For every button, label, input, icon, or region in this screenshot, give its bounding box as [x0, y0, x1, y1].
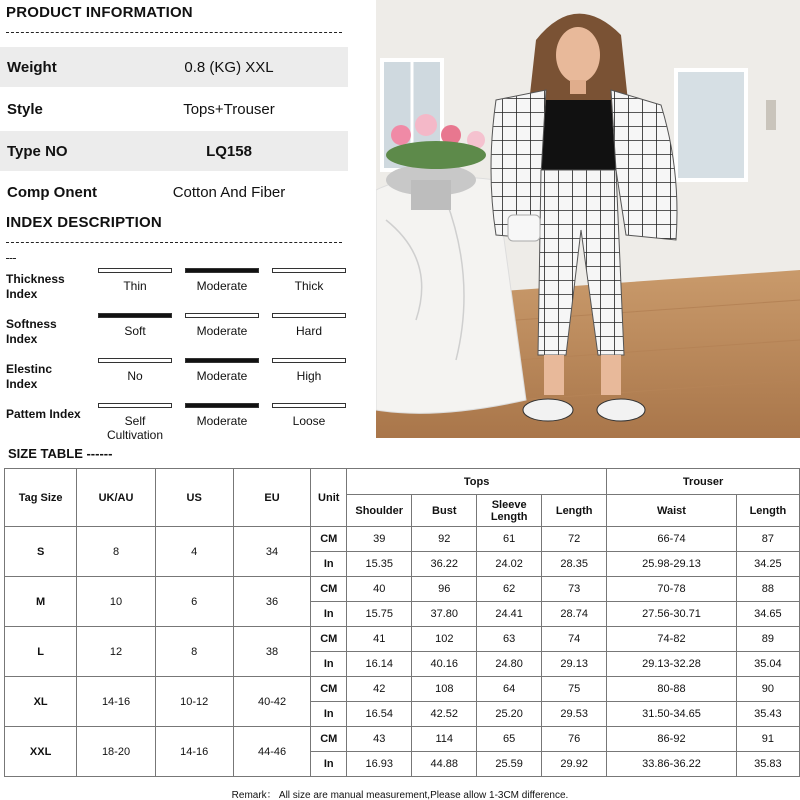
unit-cell: CM: [311, 627, 347, 652]
waist-cell: 86-92: [607, 727, 737, 752]
divider: [6, 258, 16, 259]
waist-cell: 80-88: [607, 677, 737, 702]
bust-cell: 37.80: [412, 602, 477, 627]
length-cell: 29.13: [542, 652, 607, 677]
index-bar: [98, 268, 172, 273]
product-info-panel: [0, 0, 348, 440]
length-cell: 28.74: [542, 602, 607, 627]
tlength-cell: 88: [736, 577, 799, 602]
index-option: [98, 403, 172, 442]
uk-au-cell: 14-16: [77, 677, 156, 727]
unit-cell: CM: [311, 677, 347, 702]
uk-au-cell: 12: [77, 627, 156, 677]
index-bar: [272, 268, 346, 273]
index-bar-selected: [185, 358, 259, 363]
shoulder-cell: 15.35: [347, 552, 412, 577]
bust-cell: 92: [412, 527, 477, 552]
index-bar-selected: [185, 268, 259, 273]
index-description-title: INDEX DESCRIPTION: [6, 214, 162, 231]
waist-cell: 33.86-36.22: [607, 752, 737, 777]
divider: [6, 242, 342, 243]
table-row: [5, 527, 800, 552]
info-value: Cotton And Fiber: [172, 183, 286, 201]
sleeve-cell: 64: [477, 677, 542, 702]
sleeve-cell: 24.41: [477, 602, 542, 627]
index-label: Pattem Index: [6, 407, 81, 421]
table-row: [5, 577, 800, 602]
bust-cell: 44.88: [412, 752, 477, 777]
index-option-label: No: [127, 369, 143, 383]
header-tops: Tops: [347, 469, 607, 495]
product-info-title: PRODUCT INFORMATION: [6, 4, 193, 21]
header-length: Length: [542, 495, 607, 527]
index-row: [0, 268, 348, 308]
length-cell: 75: [542, 677, 607, 702]
length-cell: 28.35: [542, 552, 607, 577]
size-table-body: [5, 527, 800, 777]
waist-cell: 25.98-29.13: [607, 552, 737, 577]
index-option-label: Thin: [123, 279, 147, 293]
us-cell: 10-12: [155, 677, 233, 727]
unit-cell: In: [311, 602, 347, 627]
tlength-cell: 34.25: [736, 552, 799, 577]
info-value: 0.8 (KG) XXL: [184, 58, 274, 76]
length-cell: 76: [542, 727, 607, 752]
unit-cell: CM: [311, 727, 347, 752]
index-option-label: Thick: [294, 279, 324, 293]
eu-cell: 38: [233, 627, 311, 677]
header-trouser: Trouser: [607, 469, 800, 495]
length-cell: 73: [542, 577, 607, 602]
sleeve-cell: 24.02: [477, 552, 542, 577]
length-cell: 72: [542, 527, 607, 552]
shoulder-cell: 16.93: [347, 752, 412, 777]
eu-cell: 34: [233, 527, 311, 577]
index-option: [185, 403, 259, 428]
index-row: [0, 358, 348, 398]
length-cell: 29.92: [542, 752, 607, 777]
index-bar-selected: [185, 403, 259, 408]
tlength-cell: 89: [736, 627, 799, 652]
uk-au-cell: 8: [77, 527, 156, 577]
table-row: [5, 727, 800, 752]
sleeve-cell: 25.59: [477, 752, 542, 777]
waist-cell: 66-74: [607, 527, 737, 552]
info-row-type-no: [0, 131, 348, 171]
index-option-label: High: [296, 369, 322, 383]
us-cell: 8: [155, 627, 233, 677]
index-label: Elestinc Index: [6, 362, 53, 391]
shoulder-cell: 41: [347, 627, 412, 652]
size-table: [4, 468, 800, 777]
tlength-cell: 90: [736, 677, 799, 702]
size-table-title: SIZE TABLE ------: [8, 446, 113, 461]
table-row: [5, 677, 800, 702]
bust-cell: 108: [412, 677, 477, 702]
index-option: [272, 358, 346, 383]
header-shoulder: Shoulder: [347, 495, 412, 527]
tag-size-cell: L: [5, 627, 77, 677]
index-option: [185, 358, 259, 383]
index-option: [98, 358, 172, 383]
index-option: [98, 268, 172, 293]
eu-cell: 40-42: [233, 677, 311, 727]
sleeve-cell: 24.80: [477, 652, 542, 677]
index-option: [272, 268, 346, 293]
unit-cell: In: [311, 702, 347, 727]
index-option-label: Loose: [292, 414, 326, 428]
info-value: Tops+Trouser: [183, 100, 275, 118]
index-option-label: Moderate: [196, 369, 248, 383]
uk-au-cell: 10: [77, 577, 156, 627]
waist-cell: 31.50-34.65: [607, 702, 737, 727]
index-option-label: Self Cultivation: [106, 414, 164, 442]
eu-cell: 44-46: [233, 727, 311, 777]
shoulder-cell: 43: [347, 727, 412, 752]
header-tag-size: Tag Size: [5, 469, 77, 527]
tlength-cell: 34.65: [736, 602, 799, 627]
model-photo-illustration: [376, 0, 800, 438]
tlength-cell: 35.43: [736, 702, 799, 727]
shoulder-cell: 16.14: [347, 652, 412, 677]
index-bar: [98, 358, 172, 363]
index-bar-selected: [98, 313, 172, 318]
index-row: [0, 313, 348, 353]
header-us: US: [155, 469, 233, 527]
info-row-component: [0, 172, 348, 212]
remark-note: Remark： All size are manual measurement,Please allow 1-3CM difference.: [231, 790, 569, 800]
shoulder-cell: 39: [347, 527, 412, 552]
shoulder-cell: 42: [347, 677, 412, 702]
shoulder-cell: 40: [347, 577, 412, 602]
eu-cell: 36: [233, 577, 311, 627]
index-bar: [98, 403, 172, 408]
product-photo: [376, 0, 800, 438]
index-bar: [272, 313, 346, 318]
divider: [6, 32, 342, 33]
tag-size-cell: S: [5, 527, 77, 577]
shoulder-cell: 16.54: [347, 702, 412, 727]
index-option-label: Moderate: [196, 414, 248, 428]
info-label: Comp Onent: [7, 183, 97, 201]
bust-cell: 96: [412, 577, 477, 602]
waist-cell: 29.13-32.28: [607, 652, 737, 677]
index-option-label: Hard: [295, 324, 322, 338]
sleeve-cell: 63: [477, 627, 542, 652]
index-row: [0, 403, 348, 443]
bust-cell: 102: [412, 627, 477, 652]
sleeve-cell: 25.20: [477, 702, 542, 727]
header-bust: Bust: [412, 495, 477, 527]
index-bar: [272, 358, 346, 363]
unit-cell: In: [311, 552, 347, 577]
header-unit: Unit: [311, 469, 347, 527]
index-option-label: Moderate: [196, 279, 248, 293]
info-row-style: [0, 89, 348, 129]
tag-size-cell: XXL: [5, 727, 77, 777]
us-cell: 14-16: [155, 727, 233, 777]
tag-size-cell: XL: [5, 677, 77, 727]
unit-cell: In: [311, 752, 347, 777]
length-cell: 29.53: [542, 702, 607, 727]
sleeve-cell: 62: [477, 577, 542, 602]
us-cell: 4: [155, 527, 233, 577]
sleeve-cell: 65: [477, 727, 542, 752]
index-option: [272, 403, 346, 428]
index-option: [272, 313, 346, 338]
unit-cell: CM: [311, 577, 347, 602]
waist-cell: 70-78: [607, 577, 737, 602]
tag-size-cell: M: [5, 577, 77, 627]
waist-cell: 74-82: [607, 627, 737, 652]
waist-cell: 27.56-30.71: [607, 602, 737, 627]
unit-cell: In: [311, 652, 347, 677]
bust-cell: 36.22: [412, 552, 477, 577]
header-uk-au: UK/AU: [77, 469, 156, 527]
uk-au-cell: 18-20: [77, 727, 156, 777]
length-cell: 74: [542, 627, 607, 652]
index-option: [185, 268, 259, 293]
index-bar: [185, 313, 259, 318]
shoulder-cell: 15.75: [347, 602, 412, 627]
header-eu: EU: [233, 469, 311, 527]
table-row: [5, 627, 800, 652]
bust-cell: 40.16: [412, 652, 477, 677]
info-label: Type NO: [7, 142, 68, 160]
info-value: LQ158: [206, 142, 252, 160]
header-waist: Waist: [607, 495, 737, 527]
tlength-cell: 91: [736, 727, 799, 752]
header-trouser-length: Length: [736, 495, 799, 527]
index-label: Softness Index: [6, 317, 57, 346]
us-cell: 6: [155, 577, 233, 627]
index-option: [98, 313, 172, 338]
info-row-weight: [0, 47, 348, 87]
index-option: [185, 313, 259, 338]
sleeve-cell: 61: [477, 527, 542, 552]
bust-cell: 42.52: [412, 702, 477, 727]
tlength-cell: 87: [736, 527, 799, 552]
tlength-cell: 35.04: [736, 652, 799, 677]
unit-cell: CM: [311, 527, 347, 552]
tlength-cell: 35.83: [736, 752, 799, 777]
index-option-label: Moderate: [196, 324, 248, 338]
index-option-label: Soft: [124, 324, 146, 338]
index-label: Thickness Index: [6, 272, 65, 301]
info-label: Weight: [7, 58, 57, 76]
header-sleeve-length: Sleeve Length: [477, 495, 542, 527]
info-label: Style: [7, 100, 43, 118]
index-bar: [272, 403, 346, 408]
bust-cell: 114: [412, 727, 477, 752]
